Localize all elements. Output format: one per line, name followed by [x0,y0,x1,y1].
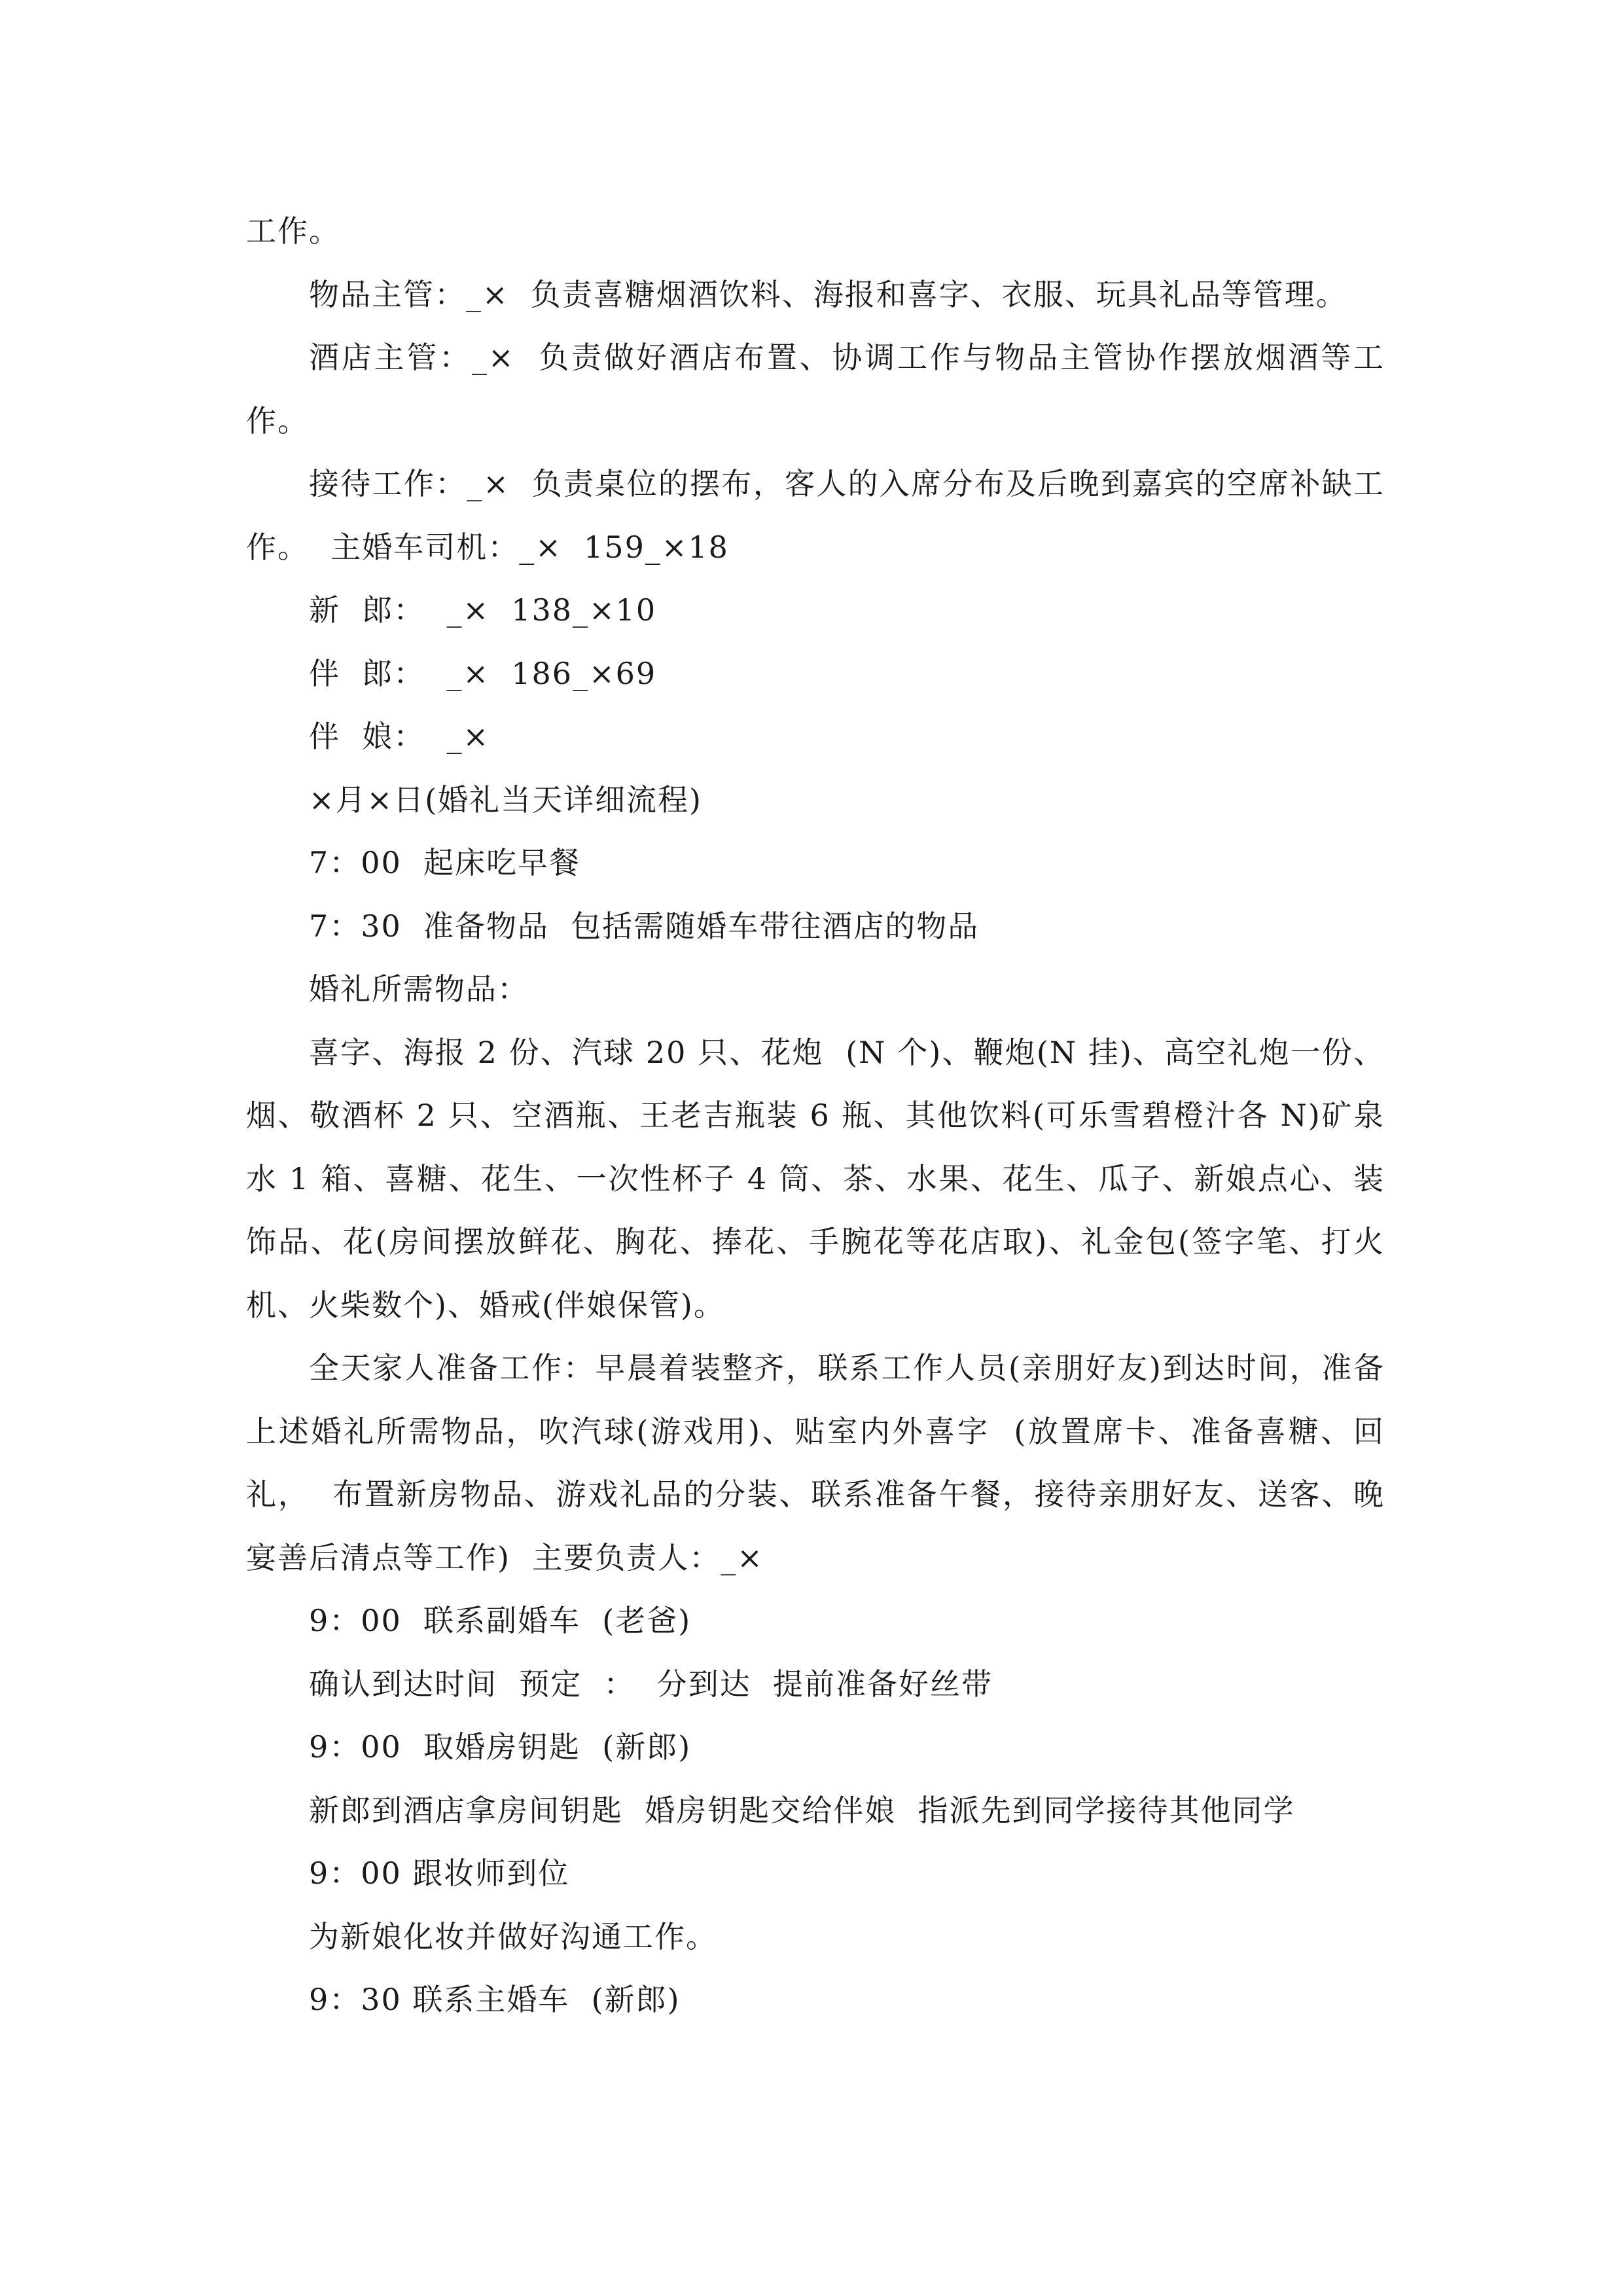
paragraph-time-0700: 7：00 起床吃早餐 [309,845,581,880]
paragraph-makeup-detail: 为新娘化妆并做好沟通工作。 [309,1918,717,1954]
paragraph-reception-work: 接待工作：_× 负责桌位的摆布，客人的入席分布及后晚到嘉宾的空席补缺工作。 主婚车司机：_× 159_×18 [246,466,1385,565]
paragraph-work-end: 工作。 [246,213,340,249]
paragraph-groom-keys: 新郎到酒店拿房间钥匙 婚房钥匙交给伴娘 指派先到同学接待其他同学 [309,1792,1295,1828]
paragraph-confirm-arrival: 确认到达时间 预定 ： 分到达 提前准备好丝带 [309,1666,993,1702]
paragraph-goods-manager: 物品主管：_× 负责喜糖烟酒饮料、海报和喜字、衣服、玩具礼品等管理。 [309,276,1347,312]
paragraph-items-heading: 婚礼所需物品： [309,971,529,1007]
paragraph-time-0900-car: 9：00 联系副婚车 (老爸) [309,1603,692,1638]
paragraph-items-list: 喜字、海报 2 份、汽球 20 只、花炮 (N 个)、鞭炮(N 挂)、高空礼炮一份、烟、敬酒杯 2 只、空酒瓶、王老吉瓶装 6 瓶、其他饮料(可乐雪碧橙汁各 N)矿泉水 1 箱、喜糖、花生、一次性杯子 4 筒、茶、水果、花生、瓜子、新娘点心、装饰品、花(房间摆放鲜花、胸花、捧花、手腕花等花店取)、礼金包(签字笔、打火机、火柴数个)、婚戒(伴娘保管)。 [246,1034,1385,1323]
paragraph-schedule-title: ×月×日(婚礼当天详细流程) [309,781,702,817]
paragraph-best-man: 伴 郎： _× 186_×69 [309,655,657,691]
paragraph-hotel-manager: 酒店主管：_× 负责做好酒店布置、协调工作与物品主管协作摆放烟酒等工作。 [246,340,1385,439]
document-body [246,200,1385,2032]
paragraph-time-0730: 7：30 准备物品 包括需随婚车带往酒店的物品 [309,908,980,944]
paragraph-time-0900-keys: 9：00 取婚房钥匙 (新郎) [309,1729,692,1765]
paragraph-bridesmaid: 伴 娘： _× [309,719,490,754]
paragraph-time-0900-makeup: 9：00 跟妆师到位 [309,1856,570,1891]
paragraph-family-prep: 全天家人准备工作：早晨着装整齐，联系工作人员(亲朋好友)到达时间，准备上述婚礼所需物品，吹汽球(游戏用)、贴室内外喜字 (放置席卡、准备喜糖、回礼， 布置新房物品、游戏礼品的分装、联系准备午餐，接待亲朋好友、送客、晚宴善后清点等工作) 主要负责人：_× [246,1350,1385,1575]
paragraph-groom: 新 郎： _× 138_×10 [309,592,657,628]
paragraph-time-0930: 9：30 联系主婚车 (新郎) [309,1982,681,2017]
